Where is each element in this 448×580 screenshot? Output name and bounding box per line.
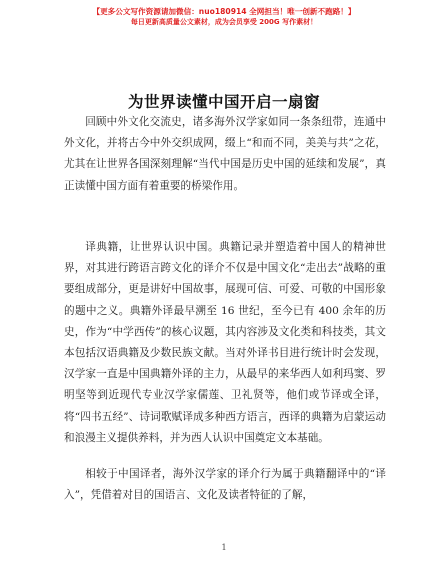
paragraph-1: 回顾中外文化交流史，诸多海外汉学家如同一条条纽带，连通中外文化，并将古今中外交织成网，缀上“和而不同，美美与共”之花，尤其在让世界各国深刻理解“当代中国是历史中国的延续和发展”，真正读懂中国方面有着重要的桥梁作用。 [64,116,386,192]
promo-banner [0,6,448,28]
promo-banner-line-1: 【更多公文写作资源请加微信：nuo180914 全网担当！唯一创新不跑路！】 [92,7,356,16]
paragraph-2: 译典籍，让世界认识中国。典籍记录并塑造着中国人的精神世界，对其进行跨语言跨文化的译介不仅是中国文化“走出去”战略的重要组成部分，更是讲好中国故事，展现可信、可爱、可敬的中国形象的题中之义。典籍外译最早溯至 16 世纪，至今已有 400 余年的历史，作为“中学西传”的核心议题，其内容涉及文化类和科技类，其文本包括汉语典籍及少数民族文献。当对外译书目进行统计时会发现，汉学家一直是中国典籍外译的主力，从最早的来华西人如利玛窦、罗明坚等到近现代专业汉学家儒莲、卫礼贤等，他们或节译或全译，将“四书五经”、诗词歌赋译成多种西方语言，西译的典籍为启蒙运动和浪漫主义提供养料，并为西人认识中国奠定文本基础。 [64,241,386,444]
document-title: 为世界读懂中国开启一扇窗 [127,93,320,111]
paragraph-3: 相较于中国译者，海外汉学家的译介行为属于典籍翻译中的“译入”，凭借着对目的国语言、文化及读者特征的了解， [64,468,386,502]
page-number: 1 [221,543,227,552]
promo-banner-line-2: 每日更新高质量公文素材，成为会员享受 200G 写作素材！ [130,18,318,26]
